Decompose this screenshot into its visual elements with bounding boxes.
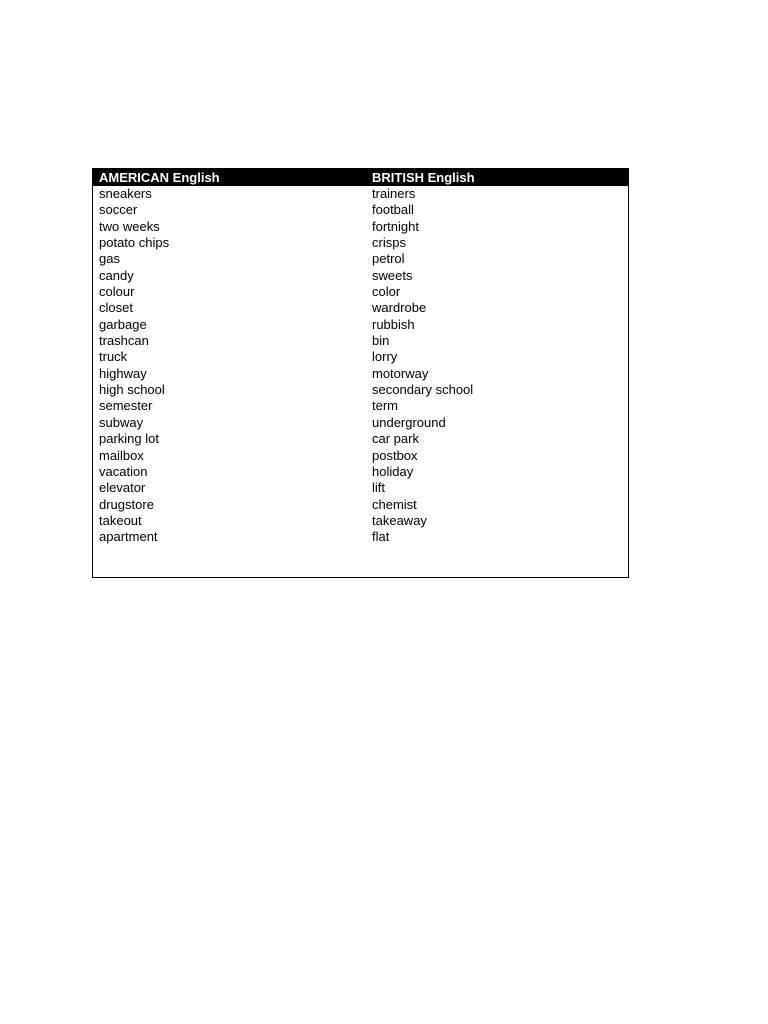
table-row	[93, 513, 628, 529]
table-row	[93, 497, 628, 513]
cell-american: semester	[99, 398, 153, 414]
cell-british: crisps	[372, 235, 406, 251]
cell-american: apartment	[99, 529, 158, 545]
cell-british: lorry	[372, 349, 398, 365]
cell-american: trashcan	[99, 333, 149, 349]
cell-american: subway	[99, 414, 144, 430]
cell-american: high school	[99, 382, 165, 398]
cell-american: colour	[99, 284, 135, 300]
table-row	[93, 529, 628, 545]
cell-british: holiday	[372, 463, 414, 479]
table-row	[93, 349, 628, 365]
cell-british: petrol	[372, 251, 405, 267]
table-row	[93, 333, 628, 349]
cell-american: potato chips	[99, 235, 170, 251]
cell-british: lift	[372, 480, 385, 496]
header-british: BRITISH English	[372, 170, 475, 185]
cell-british: flat	[372, 529, 390, 545]
table-row	[93, 398, 628, 414]
cell-british: fortnight	[372, 218, 419, 234]
cell-british: car park	[372, 431, 419, 447]
table-row	[93, 382, 628, 398]
cell-british: secondary school	[372, 382, 474, 398]
cell-american: elevator	[99, 480, 146, 496]
cell-american: vacation	[99, 463, 148, 479]
cell-american: mailbox	[99, 447, 144, 463]
table-row	[93, 366, 628, 382]
table-row	[93, 235, 628, 251]
table-header-row	[93, 169, 628, 186]
cell-british: football	[372, 202, 414, 218]
cell-american: highway	[99, 365, 147, 381]
cell-american: gas	[99, 251, 120, 267]
header-american: AMERICAN English	[99, 170, 220, 185]
table-row	[93, 317, 628, 333]
cell-american: sneakers	[99, 186, 152, 201]
cell-american: two weeks	[99, 218, 160, 234]
cell-british: color	[372, 284, 401, 300]
table-row	[93, 186, 628, 202]
cell-british: motorway	[372, 365, 429, 381]
table-row	[93, 464, 628, 480]
cell-american: soccer	[99, 202, 138, 218]
cell-british: takeaway	[372, 512, 427, 528]
table-row	[93, 268, 628, 284]
table-row	[93, 431, 628, 447]
cell-american: parking lot	[99, 431, 159, 447]
vocabulary-table	[92, 168, 629, 578]
cell-american: takeout	[99, 512, 142, 528]
table-body	[93, 186, 628, 546]
cell-british: rubbish	[372, 316, 415, 332]
cell-american: truck	[99, 349, 128, 365]
cell-british: sweets	[372, 267, 413, 283]
table-row	[93, 219, 628, 235]
cell-british: chemist	[372, 496, 417, 512]
cell-british: trainers	[372, 186, 416, 201]
table-row	[93, 448, 628, 464]
cell-british: postbox	[372, 447, 418, 463]
cell-british: wardrobe	[372, 300, 427, 316]
cell-american: closet	[99, 300, 133, 316]
table-row	[93, 415, 628, 431]
table-row	[93, 284, 628, 300]
cell-american: garbage	[99, 316, 147, 332]
cell-british: term	[372, 398, 398, 414]
cell-british: bin	[372, 333, 390, 349]
table-row	[93, 480, 628, 496]
cell-british: underground	[372, 414, 446, 430]
table-row	[93, 251, 628, 267]
table-row	[93, 300, 628, 316]
table-row	[93, 202, 628, 218]
cell-american: candy	[99, 267, 134, 283]
cell-american: drugstore	[99, 496, 154, 512]
